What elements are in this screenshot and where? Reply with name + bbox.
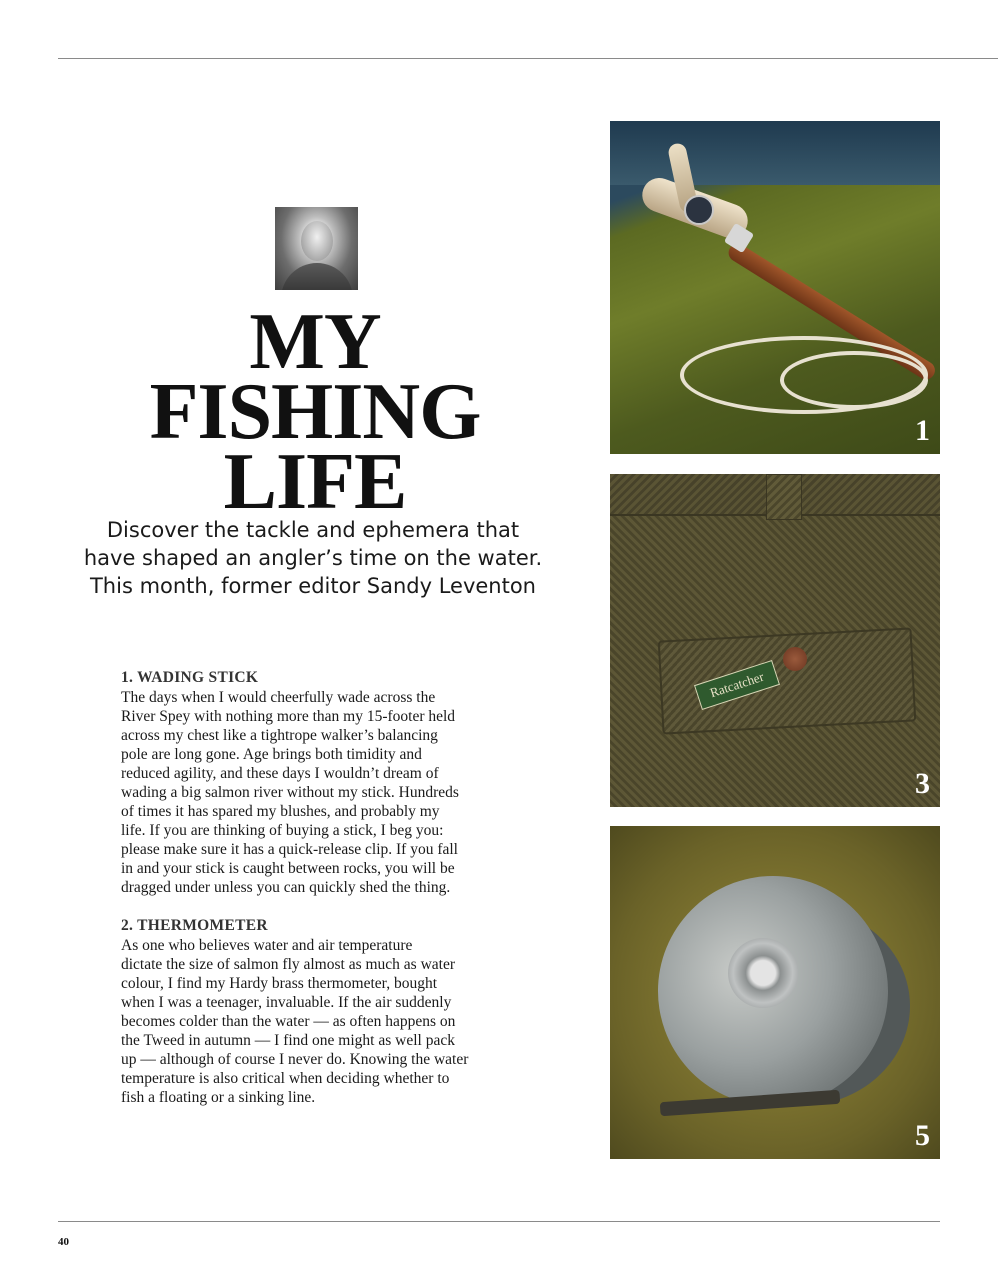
body-line: River Spey with nothing more than my 15-footer held [121, 708, 456, 725]
body-line: colour, I find my Hardy brass thermometer, bought [121, 975, 438, 992]
top-rule [58, 58, 998, 59]
pocket-flap [658, 627, 917, 734]
lanyard-rope-loop [780, 351, 928, 409]
body-line: the Tweed in autumn — I find one might as well pack [121, 1032, 455, 1049]
section-body [121, 688, 511, 897]
body-line: across my chest like a tightrope walker’s balancing [121, 727, 438, 744]
section-body [121, 936, 511, 1107]
body-line: in and your stick is caught between rocks, you will be [121, 860, 455, 877]
salmon-medallion-icon [684, 195, 714, 225]
standfirst-line: Discover the tackle and ephemera that [106, 518, 520, 542]
body-line: The days when I would cheerfully wade across the [121, 689, 436, 706]
body-line: reduced agility, and these days I wouldn’t dream of [121, 765, 439, 782]
headline-line-2: FISHING [149, 368, 481, 456]
section-title: 1. WADING STICK [121, 669, 259, 686]
section-title: 2. THERMOMETER [121, 917, 268, 934]
reel-hub [728, 938, 798, 1008]
body-line: please make sure it has a quick-release clip. If you fall [121, 841, 458, 858]
river-water [610, 121, 940, 185]
pocket-button [783, 647, 807, 671]
page-number: 40 [58, 1236, 69, 1248]
body-line: of times it has spared my blushes, and probably my [121, 803, 440, 820]
photo-number: 5 [915, 1119, 930, 1152]
body-line: wading a big salmon river without my stick. Hundreds [121, 784, 459, 801]
body-line: temperature is also critical when deciding whether to [121, 1070, 450, 1087]
headline-line-3: LIFE [223, 438, 407, 526]
standfirst-line: have shaped an angler’s time on the water. [83, 546, 543, 570]
body-line: becomes colder than the water — as often happens on [121, 1013, 456, 1030]
portrait-face [301, 221, 333, 261]
body-line: when I was a teenager, invaluable. If the air suddenly [121, 994, 452, 1011]
photo-number: 3 [915, 767, 930, 800]
author-portrait [275, 207, 358, 290]
photo-fishing-reel [610, 826, 940, 1159]
portrait-shoulders [281, 263, 353, 290]
body-line: fish a floating or a sinking line. [121, 1089, 316, 1106]
photo-number: 1 [915, 414, 930, 447]
body-line: dictate the size of salmon fly almost as much as water [121, 956, 456, 973]
section-wading-stick [121, 668, 511, 897]
body-line: As one who believes water and air temperature [121, 937, 413, 954]
body-line: dragged under unless you can quickly shed the thing. [121, 879, 451, 896]
standfirst [80, 516, 546, 600]
section-thermometer [121, 916, 511, 1107]
headline-line-1: MY [249, 298, 381, 386]
photo-wading-stick [610, 121, 940, 454]
photo-tweed-trousers [610, 474, 940, 807]
belt-loop [766, 474, 802, 520]
body-line: pole are long gone. Age brings both timidity and [121, 746, 422, 763]
brand-label: Ratcatcher [694, 660, 780, 710]
body-line: up — although of course I never do. Knowing the water [121, 1051, 469, 1068]
bottom-rule [58, 1221, 940, 1222]
body-line: life. If you are thinking of buying a stick, I beg you: [121, 822, 444, 839]
standfirst-line: This month, former editor Sandy Leventon [89, 574, 536, 598]
